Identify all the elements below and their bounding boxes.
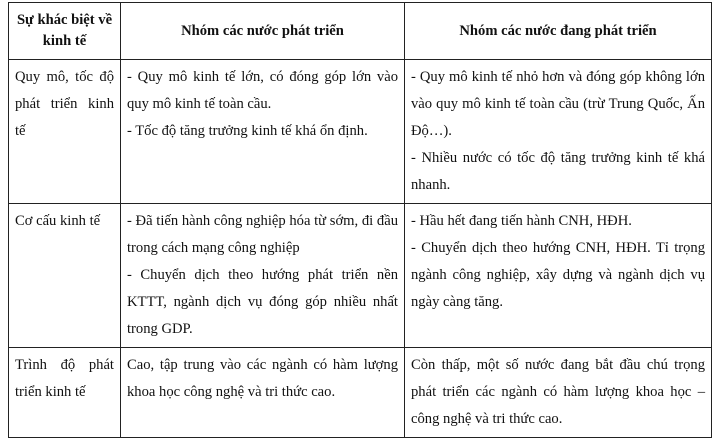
list-item: - Đã tiến hành công nghiệp hóa từ sớm, đi đầu trong cách mạng công nghiệp xyxy=(127,213,398,256)
row-developing-cell xyxy=(405,348,712,438)
comparison-table xyxy=(8,2,712,438)
row-criterion: Trình độ phát triển kinh tế xyxy=(9,348,121,438)
row-developed-cell xyxy=(121,204,405,348)
list-item: - Tốc độ tăng trưởng kinh tế khá ổn định. xyxy=(127,123,368,139)
row-developing-cell xyxy=(405,204,712,348)
row-developed-cell xyxy=(121,60,405,204)
header-developing: Nhóm các nước đang phát triển xyxy=(405,3,712,60)
list-item: - Chuyển dịch theo hướng CNH, HĐH. Tỉ trọng ngành công nghiệp, xây dựng và ngành dịch vụ ngày càng tăng. xyxy=(411,240,705,310)
list-item: - Nhiều nước có tốc độ tăng trưởng kinh tế khá nhanh. xyxy=(411,150,705,193)
row-developing-cell xyxy=(405,60,712,204)
table-row xyxy=(9,348,712,438)
list-item: Cao, tập trung vào các ngành có hàm lượng khoa học công nghệ và tri thức cao. xyxy=(127,357,398,400)
row-criterion: Cơ cấu kinh tế xyxy=(9,204,121,348)
table-row xyxy=(9,204,712,348)
row-criterion: Quy mô, tốc độ phát triển kinh tế xyxy=(9,60,121,204)
row-developed-cell xyxy=(121,348,405,438)
list-item: Còn thấp, một số nước đang bắt đầu chú trọng phát triển các ngành có hàm lượng khoa học – công nghệ và tri thức cao. xyxy=(411,357,705,427)
table-row xyxy=(9,60,712,204)
table-header-row xyxy=(9,3,712,60)
list-item: - Quy mô kinh tế nhỏ hơn và đóng góp không lớn vào quy mô kinh tế toàn cầu (trừ Trung Quốc, Ấn Độ…). xyxy=(411,69,705,139)
list-item: - Hầu hết đang tiến hành CNH, HĐH. xyxy=(411,213,632,229)
list-item: - Quy mô kinh tế lớn, có đóng góp lớn vào quy mô kinh tế toàn cầu. xyxy=(127,69,398,112)
list-item: - Chuyển dịch theo hướng phát triển nền KTTT, ngành dịch vụ đóng góp nhiều nhất trong GDP. xyxy=(127,267,398,337)
header-criterion: Sự khác biệt về kinh tế xyxy=(9,3,121,60)
header-developed: Nhóm các nước phát triển xyxy=(121,3,405,60)
